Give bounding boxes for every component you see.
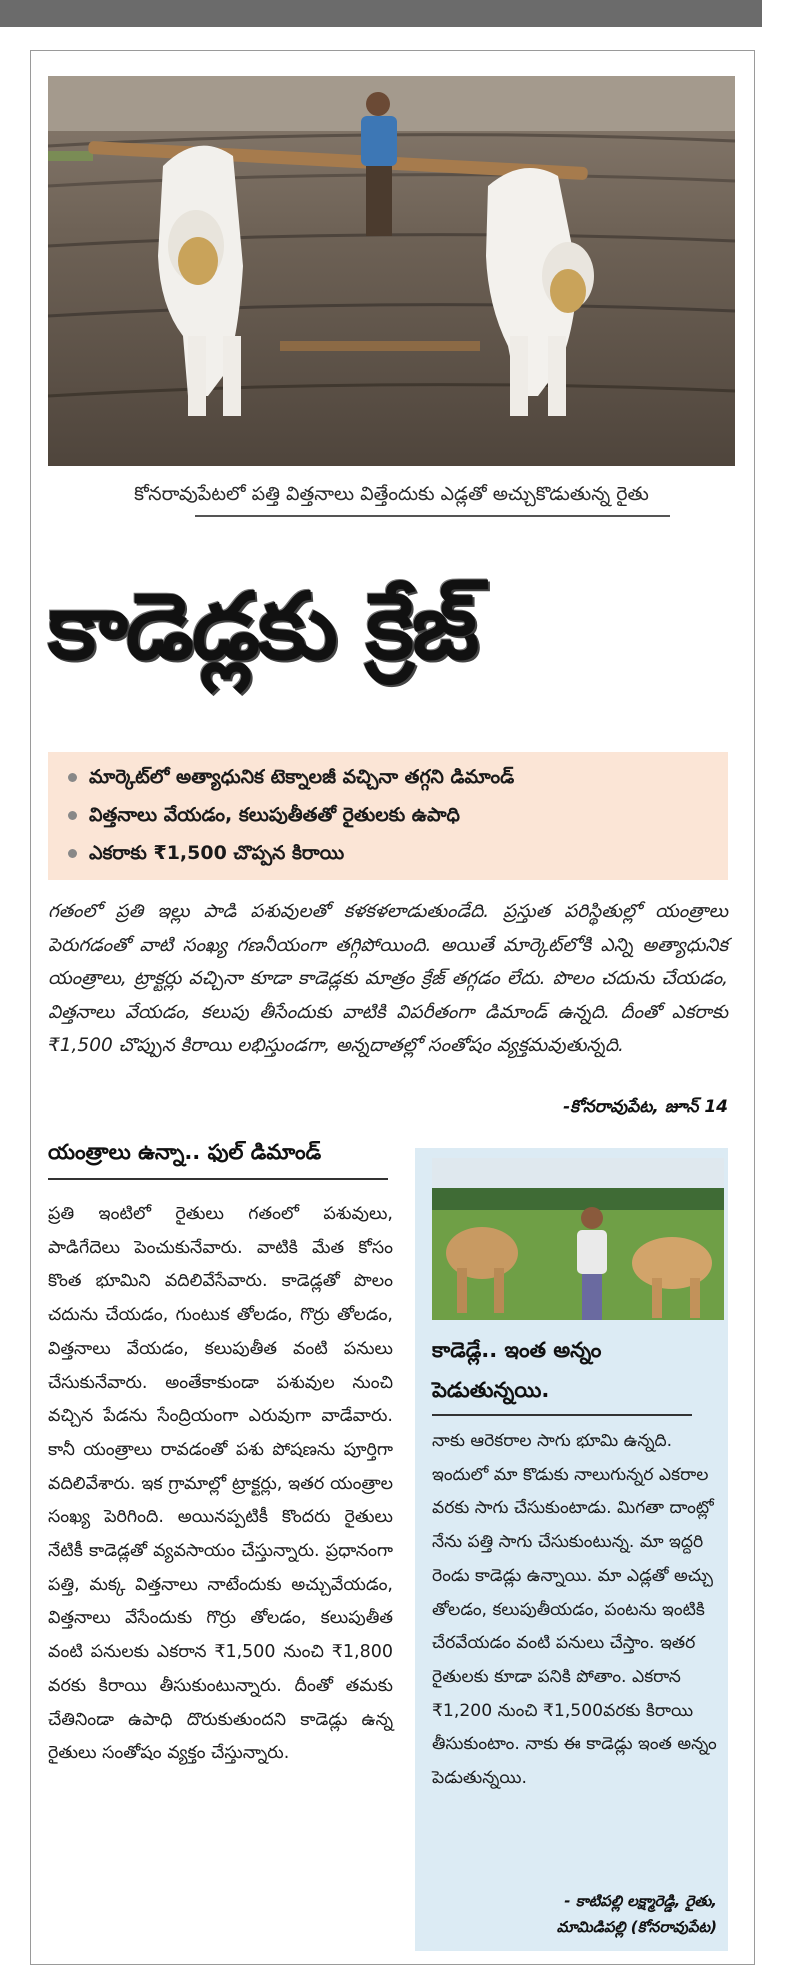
headline: కాడెడ్లకు క్రేజ్ — [48, 573, 478, 680]
quote-heading: కాడెడ్లే.. ఇంత అన్నం పెడుతున్నయి. — [432, 1338, 602, 1402]
attribution-line: మామిడిపల్లి (కోనరావుపేట) — [556, 1918, 717, 1936]
highlight-item — [48, 758, 728, 796]
highlight-item — [48, 834, 728, 872]
farmer-with-bullocks-image — [48, 76, 735, 466]
quote-attribution — [432, 1888, 717, 1940]
highlight-item — [48, 796, 728, 834]
bullet-icon — [68, 773, 77, 782]
main-photo — [48, 76, 735, 466]
intro-paragraph: గతంలో ప్రతి ఇల్లు పాడి పశువులతో కళకళలాడుతుండేది. ప్రస్తుత పరిస్థితుల్లో యంత్రాలు పెరుగడంతో వాటి సంఖ్య గణనీయంగా తగ్గిపోయింది. అయితే మార్కెట్‌లోకి ఎన్ని అత్యాధునిక యంత్రాలు, ట్రాక్టర్లు వచ్చినా కూడా కాడెడ్లకు మాత్రం క్రేజ్ తగ్గడం లేదు. పొలం చదును చేయడం, విత్తనాలు వేయడం, కలుపు తీసేందుకు వాటికి విపరీతంగా డిమాండ్ ఉన్నది. దీంతో ఎకరాకు ₹1,500 చొప్పున కిరాయి లభిస్తుండగా, అన్నదాతల్లో సంతోషం వ్యక్తమవుతున్నది. — [48, 901, 728, 1056]
body-text: ప్రతి ఇంటిలో రైతులు గతంలో పశువులు, పాడిగేదెలు పెంచుకునేవారు. వాటికి మేత కోసం కొంత భూమిని వదిలివేసేవారు. కాడెడ్లతో పొలం చదును చేయడం, గుంటుక తోలడం, గొర్రు తోలడం, విత్తనాలు వేయడం, కలుపుతీత వంటి పనులు చేసుకునేవారు. అంతేకాకుండా పశువుల నుంచి వచ్చిన పేడను సేంద్రియంగా ఎరువుగా వాడేవారు. కానీ యంత్రాలు రావడంతో పశు పోషణను పూర్తిగా వదిలివేశారు. ఇక గ్రామాల్లో ట్రాక్టర్లు, ఇతర యంత్రాల సంఖ్య పెరిగింది. అయినప్పటికీ కొందరు రైతులు నేటికీ కాడెడ్లతో వ్యవసాయం చేస్తున్నారు. ప్రధానంగా పత్తి, మక్క విత్తనాలు నాటేందుకు అచ్చువేయడం, విత్తనాలు వేసేందుకు గొర్రు తోలడం, కలుపుతీత వంటి పనులకు ఎకరాన ₹1,500 నుంచి ₹1,800 వరకు కిరాయి తీసుకుంటున్నారు. దీంతో తమకు చేతినిండా ఉపాధి దొరుకుతుందని కాడెడ్లు ఉన్న రైతులు సంతోషం వ్యక్తం చేస్తున్నారు. — [48, 1204, 393, 1764]
highlight-text: విత్తనాలు వేయడం, కలుపుతీతతో రైతులకు ఉపాధి — [89, 804, 460, 826]
bullet-icon — [68, 849, 77, 858]
quote-text: నాకు ఆరెకరాల సాగు భూమి ఉన్నది. ఇందులో మా కొడుకు నాలుగున్నర ఎకరాల వరకు సాగు చేసుకుంటాడు. మిగతా దాంట్లో నేను పత్తి సాగు చేసుకుంటున్న. మా ఇద్దరి రెండు కాడెడ్లు ఉన్నాయి. మా ఎడ్లతో అచ్చు తోలడం, కలుపుతీయడం, పంటను ఇంటికి చేరవేయడం వంటి పనులు చేస్తాం. ఇతర రైతులకు కూడా పనికి పోతాం. ఎకరాన ₹1,200 నుంచి ₹1,500వరకు కిరాయి తీసుకుంటాం. నాకు ఈ కాడెడ్లు ఇంత అన్నం పెడుతున్నయి. — [432, 1431, 717, 1789]
caption-underline — [195, 515, 670, 517]
farmer-with-cattle-image — [432, 1158, 724, 1320]
dateline: -కోనరావుపేట, జూన్ 14 — [563, 1097, 728, 1117]
bullet-icon — [68, 811, 77, 820]
section-subheading: యంత్రాలు ఉన్నా.. ఫుల్ డిమాండ్ — [48, 1140, 322, 1164]
photo-caption: కోనరావుపేటలో పత్తి విత్తనాలు విత్తేందుకు ఎడ్లతో అచ్చుకొడుతున్న రైతు — [134, 483, 649, 505]
quote-heading-underline — [432, 1414, 692, 1416]
top-bar — [0, 0, 762, 27]
attribution-line: - కాటిపల్లి లక్ష్మారెడ్డి, రైతు, — [564, 1892, 717, 1910]
highlights-box — [48, 752, 728, 880]
highlight-text: ఎకరాకు ₹1,500 చొప్పన కిరాయి — [89, 842, 345, 864]
sidebar-photo — [432, 1158, 724, 1320]
subheading-underline — [48, 1178, 388, 1180]
highlight-text: మార్కెట్‌లో అత్యాధునిక టెక్నాలజీ వచ్చినా తగ్గని డిమాండ్ — [89, 766, 515, 788]
